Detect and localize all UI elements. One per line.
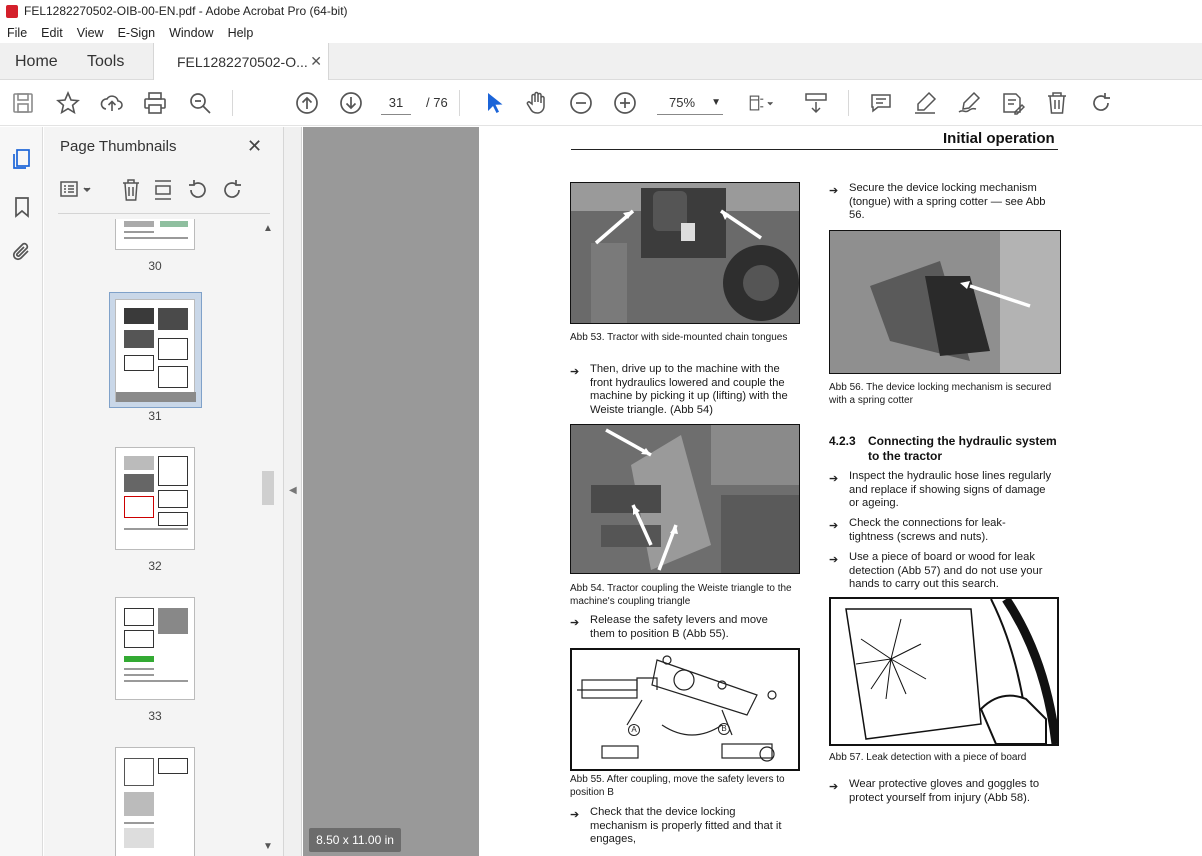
photo-tractor-chain-tongues	[570, 182, 800, 324]
menu-esign[interactable]: E-Sign	[117, 25, 156, 40]
menu-bar	[0, 22, 1202, 43]
page-thumbnail[interactable]	[115, 597, 195, 700]
edit-text-icon[interactable]	[999, 90, 1025, 116]
rotate-ccw-icon[interactable]	[186, 178, 210, 202]
header-rule	[571, 149, 1058, 150]
arrow-bullet-icon: ➔	[829, 781, 839, 793]
zoom-in-icon[interactable]	[612, 90, 638, 116]
drawing-safety-levers	[570, 648, 800, 771]
draw-freehand-icon[interactable]	[956, 90, 982, 116]
toolbar-divider	[848, 90, 849, 116]
photo-weiste-triangle-coupling	[570, 424, 800, 574]
page-size-badge: 8.50 x 11.00 in	[309, 828, 401, 852]
next-page-icon[interactable]	[338, 90, 364, 116]
thumbnail-page-number: 30	[148, 259, 162, 273]
highlight-pen-icon[interactable]	[912, 90, 938, 116]
arrow-bullet-icon: ➔	[570, 366, 580, 378]
scroll-up-icon[interactable]: ▲	[263, 223, 273, 234]
thumbnails-panel	[44, 127, 284, 856]
save-icon[interactable]	[10, 90, 36, 116]
panel-title: Page Thumbnails	[60, 138, 177, 155]
step-check-leaks: Check the connections for leak-tightness (screws and nuts).	[849, 517, 1006, 543]
drawing-leak-detection	[829, 597, 1059, 746]
page-total: / 76	[426, 95, 448, 110]
page-number-input[interactable]: 31	[381, 91, 411, 115]
bookmark-star-icon[interactable]	[55, 90, 81, 116]
panel-divider	[58, 213, 270, 214]
upload-cloud-icon[interactable]	[99, 90, 125, 116]
arrow-bullet-icon: ➔	[829, 554, 839, 566]
page-fit-icon[interactable]	[748, 90, 782, 116]
toolbar-divider	[232, 90, 233, 116]
title-bar	[0, 0, 1202, 22]
tab-document[interactable]	[153, 43, 329, 81]
arrow-bullet-icon: ➔	[570, 809, 580, 821]
thumbnail-page-number: 33	[148, 709, 162, 723]
main-toolbar	[0, 80, 1202, 126]
arrow-bullet-icon: ➔	[829, 473, 839, 485]
caption-abb53: Abb 53. Tractor with side-mounted chain tongues	[570, 332, 788, 343]
thumbnail-page-number: 32	[148, 559, 162, 573]
caption-abb57: Abb 57. Leak detection with a piece of board	[829, 752, 1027, 763]
zoom-search-icon[interactable]	[187, 90, 213, 116]
menu-help[interactable]: Help	[227, 25, 254, 40]
tab-tools[interactable]: Tools	[87, 52, 125, 70]
left-rail	[0, 127, 43, 856]
hand-tool-icon[interactable]	[524, 90, 550, 116]
scroll-down-icon[interactable]: ▼	[263, 841, 273, 852]
attachments-icon[interactable]	[10, 240, 34, 264]
zoom-out-icon[interactable]	[568, 90, 594, 116]
print-icon[interactable]	[142, 90, 168, 116]
bookmarks-icon[interactable]	[10, 195, 34, 219]
menu-file[interactable]: File	[7, 25, 28, 40]
step-inspect-hoses: Inspect the hydraulic hose lines regularly and replace if showing signs of damage or ageing.	[849, 470, 1052, 509]
photo-spring-cotter	[829, 230, 1061, 374]
tab-bar	[0, 43, 1202, 80]
close-panel-icon[interactable]: ✕	[247, 136, 263, 156]
tab-document-label: FEL1282270502-O...	[177, 54, 308, 70]
page-header-title: Initial operation	[943, 130, 1055, 147]
toolbar-divider	[459, 90, 460, 116]
delete-trash-icon[interactable]	[1044, 90, 1070, 116]
step-secure-locking: Secure the device locking mechanism (tongue) with a spring cotter — see Abb 56.	[849, 182, 1046, 221]
menu-window[interactable]: Window	[169, 25, 214, 40]
drawing-label-b: B	[718, 723, 730, 735]
redo-rotate-icon[interactable]	[1088, 90, 1114, 116]
menu-edit[interactable]: Edit	[41, 25, 63, 40]
step-wear-gloves: Wear protective gloves and goggles to protect yourself from injury (Abb 58).	[849, 778, 1040, 804]
panel-scrollbar-thumb[interactable]	[262, 471, 274, 505]
tab-home[interactable]: Home	[15, 52, 58, 70]
insert-page-icon[interactable]	[152, 178, 174, 202]
zoom-value: 75%	[669, 95, 696, 110]
page-thumbnail[interactable]	[115, 447, 195, 550]
step-drive-up: Then, drive up to the machine with the front hydraulics lowered and couple the machine by picking it up (lifting) with the Weiste triangle. (Abb 54)	[590, 363, 788, 416]
pdf-page	[479, 127, 1202, 856]
select-cursor-icon[interactable]	[480, 90, 506, 116]
thumbnail-page-number: 31	[148, 409, 162, 423]
page-thumbnail[interactable]	[115, 747, 195, 856]
drawing-label-a: A	[628, 724, 640, 736]
pdf-app-icon	[6, 5, 18, 18]
previous-page-icon[interactable]	[294, 90, 320, 116]
page-thumbnail[interactable]	[115, 219, 195, 250]
thumbnail-options-icon[interactable]	[59, 179, 94, 201]
arrow-bullet-icon: ➔	[570, 617, 580, 629]
section-number: 4.2.3	[829, 434, 856, 448]
step-release-levers: Release the safety levers and move them to position B (Abb 55).	[590, 614, 768, 640]
zoom-select[interactable]	[657, 91, 723, 115]
delete-page-icon[interactable]	[120, 178, 142, 202]
page-thumbnail-current[interactable]	[115, 299, 195, 402]
collapse-panel-icon[interactable]: ◀	[289, 485, 297, 496]
page-thumbnails-icon[interactable]	[10, 147, 34, 171]
arrow-bullet-icon: ➔	[829, 520, 839, 532]
step-check-locking: Check that the device locking mechanism is properly fitted and that it engages,	[590, 806, 782, 845]
section-title: Connecting the hydraulic system to the tractor	[868, 434, 1057, 463]
caption-abb54: Abb 54. Tractor coupling the Weiste triangle to the machine's coupling triangle	[570, 583, 792, 607]
rotate-cw-icon[interactable]	[220, 178, 244, 202]
step-use-board: Use a piece of board or wood for leak detection (Abb 57) and do not use your hands to carry out this search.	[849, 551, 1043, 590]
close-tab-icon[interactable]: ✕	[310, 53, 322, 69]
scroll-mode-icon[interactable]	[803, 90, 829, 116]
panel-splitter[interactable]	[284, 127, 302, 856]
caption-abb55: Abb 55. After coupling, move the safety levers to position B	[570, 774, 785, 798]
comment-icon[interactable]	[868, 90, 894, 116]
arrow-bullet-icon: ➔	[829, 185, 839, 197]
caption-abb56: Abb 56. The device locking mechanism is secured with a spring cotter	[829, 382, 1052, 406]
chevron-down-icon: ▼	[711, 97, 721, 108]
menu-view[interactable]: View	[76, 25, 104, 40]
window-title: FEL1282270502-OIB-00-EN.pdf - Adobe Acrobat Pro (64-bit)	[24, 4, 348, 18]
